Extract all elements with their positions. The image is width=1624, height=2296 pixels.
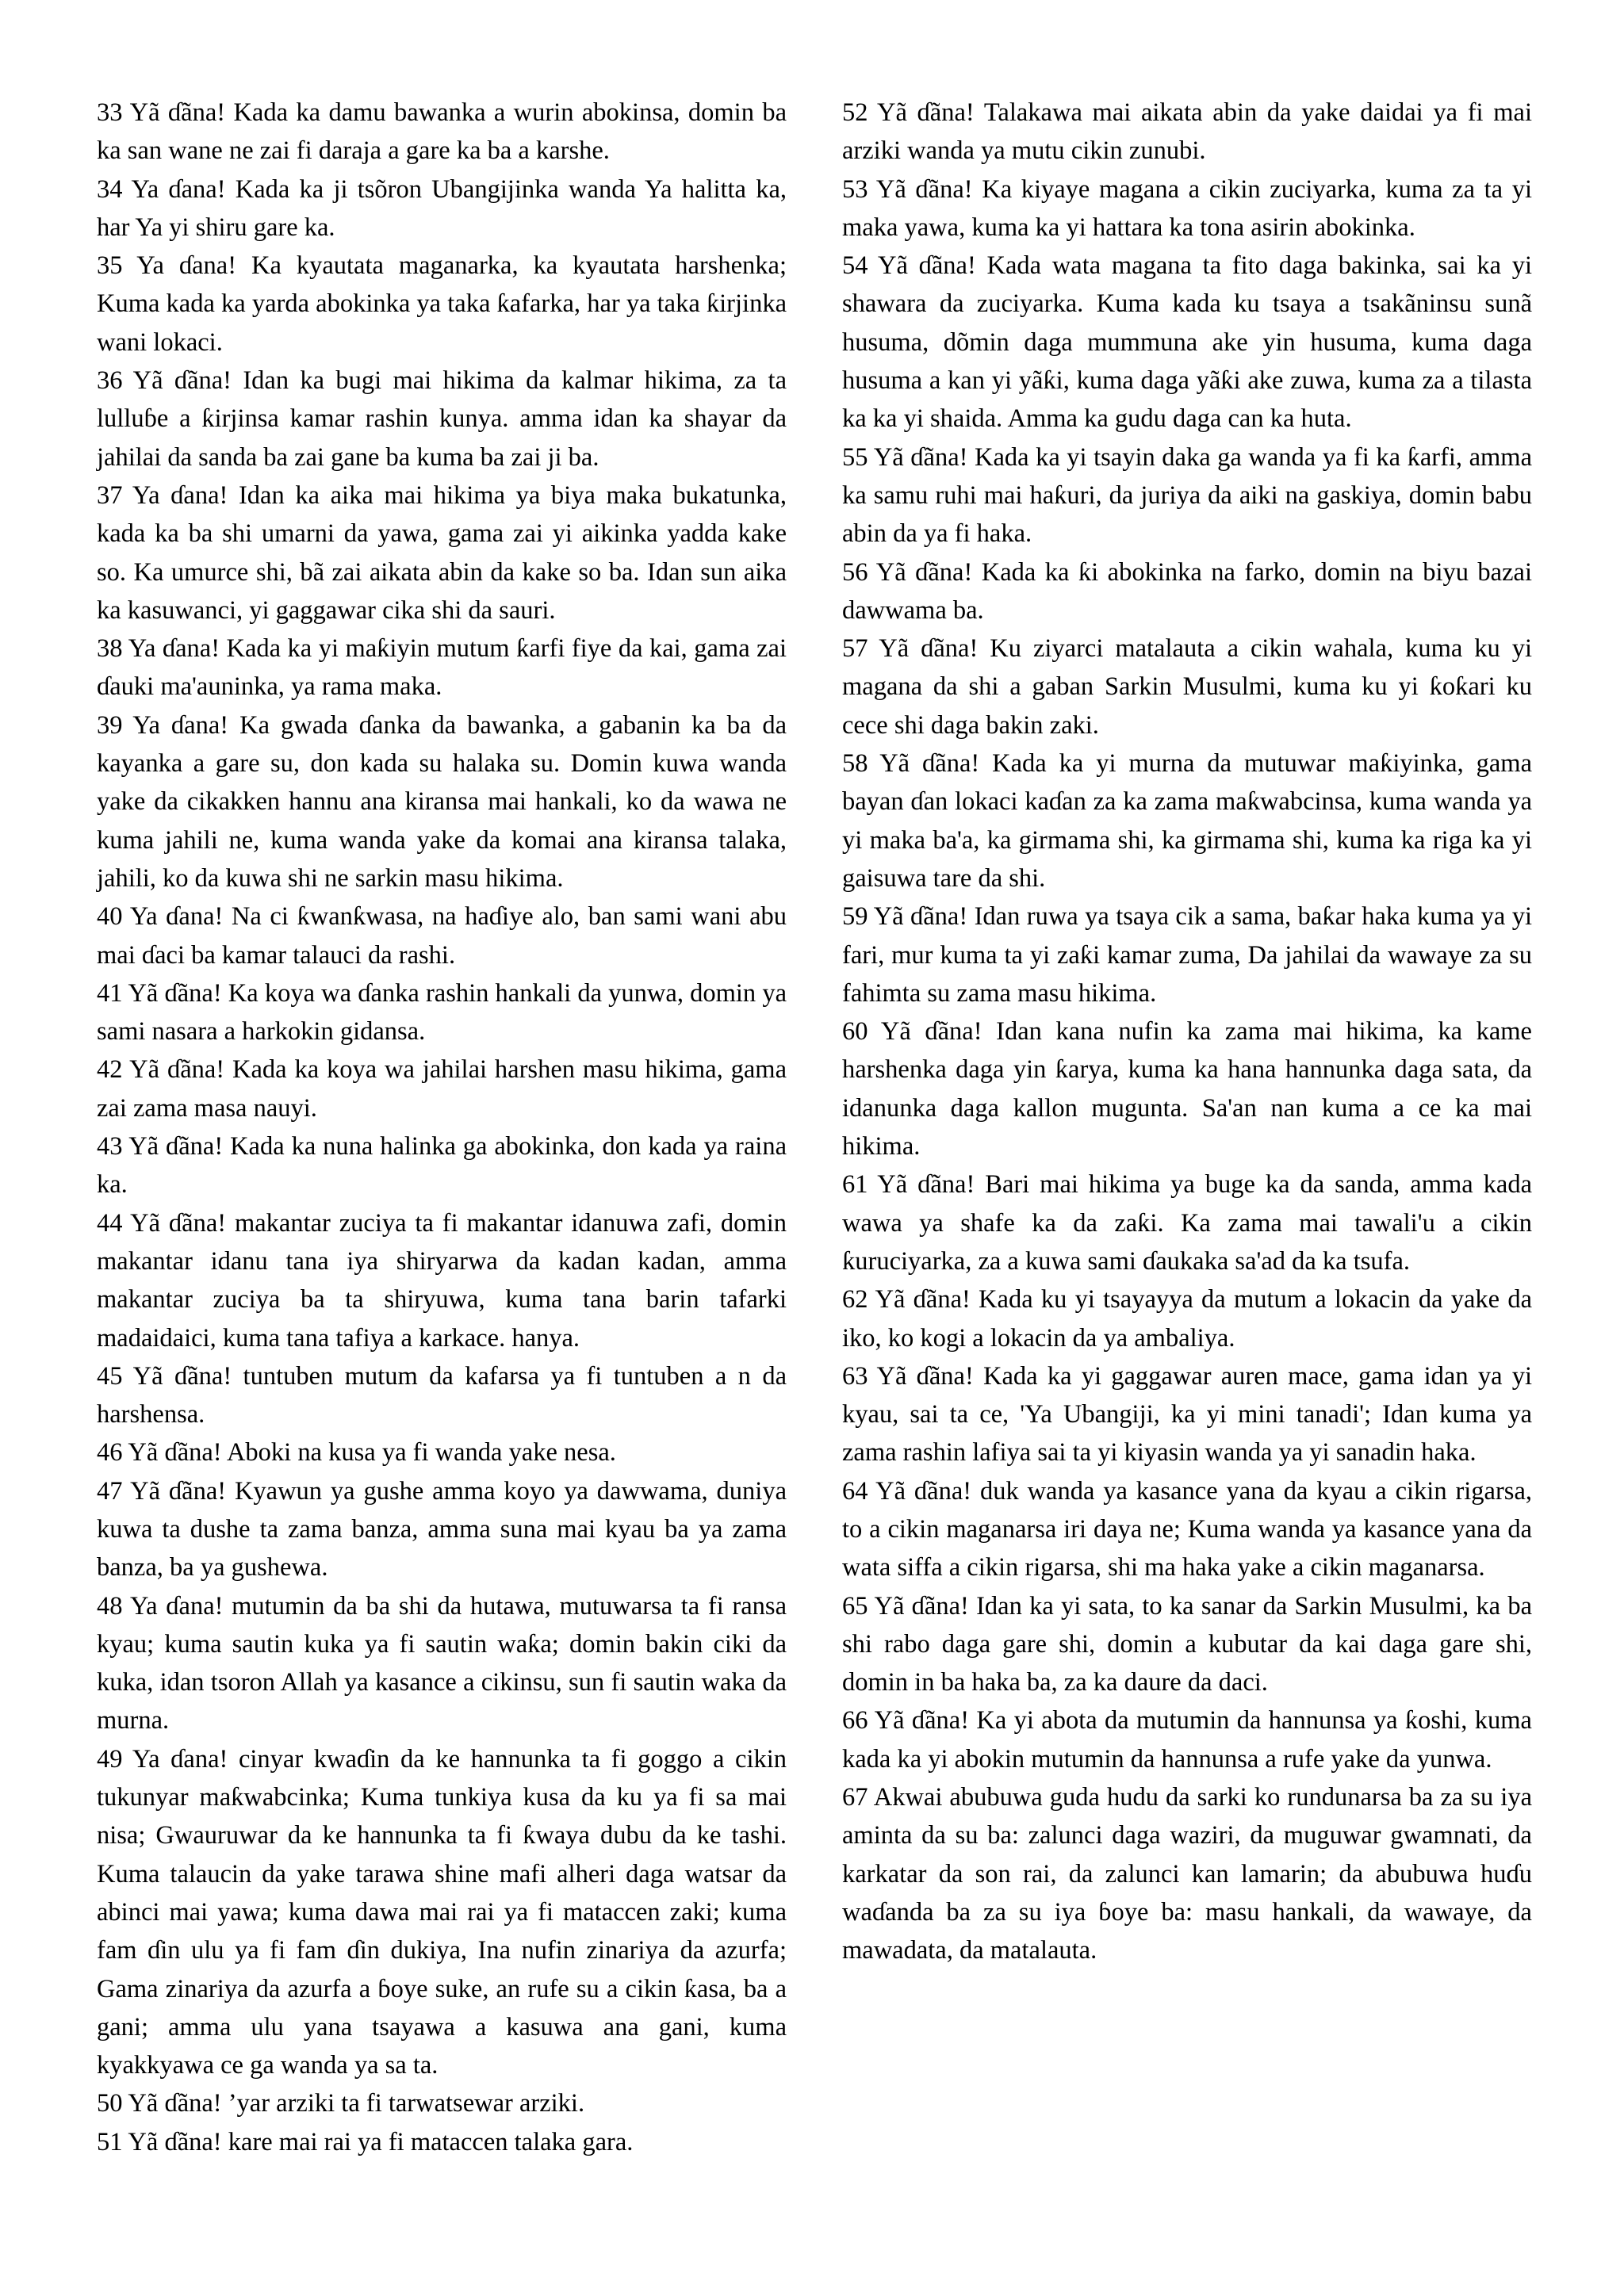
paragraph-58: 58 Yã ɗãna! Kada ka yi murna da mutuwar maƙiyinka, gama bayan ɗan lokaci kaɗan za ka zama maƙwabcinsa, kuma wanda ya yi maka ba'a, ka girmama shi, ka girmama shi, kuma ka riga ka yi gaisuwa tare da shi. (842, 749, 1532, 893)
paragraph-37: 37 Ya ɗana! Idan ka aika mai hikima ya biya maka bukatunka, kada ka ba shi umarni da yawa, gama zai yi aikinka yadda kake so. Ka umurce shi, bã zai aikata abin da kake so ba. Idan sun aika ka kasuwanci, yi gaggawar cika shi da sauri. (97, 480, 787, 625)
paragraph-61: 61 Yã ɗãna! Bari mai hikima ya buge ka da sanda, amma kada wawa ya shafe ka da zaƙi. Ka zama mai tawali'u a cikin ƙuruciyarka, za a kuwa sami ɗaukaka sa'ad da ka tsufa. (842, 1170, 1532, 1276)
paragraph-64: 64 Yã ɗãna! duk wanda ya kasance yana da kyau a cikin rigarsa, to a cikin maganarsa iri daya ne; Kuma wanda ya kasance yana da wata siffa a cikin rigarsa, shi ma haka yake a cikin maganarsa. (842, 1476, 1532, 1582)
paragraph-42: 42 Yã ɗãna! Kada ka koya wa jahilai harshen masu hikima, gama zai zama masa nauyi. (97, 1055, 787, 1123)
paragraph-56: 56 Yã ɗãna! Kada ka ƙi abokinka na farko, domin na biyu bazai dawwama ba. (842, 557, 1532, 625)
paragraph-54: 54 Yã ɗãna! Kada wata magana ta fito daga bakinka, sai ka yi shawara da zuciyarka. Kuma kada ku tsaya a tsakãninsu sunã husuma, dõmin daga mummuna ake yin husuma, kuma daga husuma a kan yi yãƙi, kuma daga yãƙi ake zuwa, kuma za a tilasta ka ka yi shaida. Amma ka gudu daga can ka huta. (842, 251, 1532, 434)
paragraph-51: 51 Yã ɗãna! kare mai rai ya fi mataccen talaka gara. (97, 2127, 634, 2156)
right-column (842, 94, 1532, 2161)
paragraph-67: 67 Akwai abubuwa guda hudu da sarki ko rundunarsa ba za su iya aminta da su ba: zalunci daga waziri, da muguwar gwamnati, da karkatar da son rai, da zalunci kan lamarin; da abubuwa huɗu waɗanda ba za su iya ɓoye ba: masu hankali, da wawaye, da mawadata, da matalauta. (842, 1783, 1532, 1965)
paragraph-35: 35 Ya ɗana! Ka kyautata maganarka, ka kyautata harshenka; Kuma kada ka yarda abokinka ya taka ƙafarka, har ya taka ƙirjinka wani lokaci. (97, 251, 787, 357)
document-page (97, 94, 1532, 2161)
paragraph-50: 50 Yã ɗãna! ’yar arziki ta fi tarwatsewar arziki. (97, 2089, 585, 2118)
left-column (97, 94, 787, 2161)
paragraph-33: 33 Yã ɗãna! Kada ka damu bawanka a wurin abokinsa, domin ba ka san wane ne zai fi daraja a gare ka ba a karshe. (97, 98, 787, 166)
paragraph-53: 53 Yã ɗãna! Ka kiyaye magana a cikin zuciyarka, kuma za ta yi maka yawa, kuma ka yi hattara ka tona asirin abokinka. (842, 174, 1532, 242)
paragraph-63: 63 Yã ɗãna! Kada ka yi gaggawar auren mace, gama idan ya yi kyau, sai ta ce, 'Ya Ubangiji, ka yi mini tanadi'; Idan kuma ya zama rashin lafiya sai ta yi kiyasin wanda ya yi sanadin haka. (842, 1361, 1532, 1468)
paragraph-66: 66 Yã ɗãna! Ka yi abota da mutumin da hannunsa ya ƙoshi, kuma kada ka yi abokin mutumin da hannunsa a rufe yake da yunwa. (842, 1706, 1532, 1774)
paragraph-47: 47 Yã ɗãna! Kyawun ya gushe amma koyo ya dawwama, duniya kuwa ta dushe ta zama banza, amma suna mai kyau ba ya zama banza, ba ya gushewa. (97, 1476, 787, 1582)
paragraph-55: 55 Yã ɗãna! Kada ka yi tsayin daka ga wanda ya fi ka ƙarfi, amma ka samu ruhi mai haƙuri, da juriya da aiki na gaskiya, domin babu abin da ya fi haka. (842, 442, 1532, 549)
paragraph-38: 38 Ya ɗana! Kada ka yi maƙiyin mutum ƙarfi fiye da kai, gama zai ɗauki ma'auninka, ya rama maka. (97, 634, 787, 702)
paragraph-40: 40 Ya ɗana! Na ci ƙwanƙwasa, na haɗiye alo, ban sami wani abu mai ɗaci ba kamar talauci da rashi. (97, 902, 787, 970)
paragraph-62: 62 Yã ɗãna! Kada ku yi tsayayya da mutum a lokacin da yake da iko, ko kogi a lokacin da ya ambaliya. (842, 1285, 1532, 1353)
paragraph-48: 48 Ya ɗana! mutumin da ba shi da hutawa, mutuwarsa ta fi ransa kyau; kuma sautin kuka ya fi sautin waƙa; domin bakin ciki da kuka, idan tsoron Allah ya kasance a cikinsu, sun fi sautin waka da murna. (97, 1591, 787, 1735)
paragraph-52: 52 Yã ɗãna! Talakawa mai aikata abin da yake daidai ya fi mai arziki wanda ya mutu cikin zunubi. (842, 98, 1532, 166)
paragraph-60: 60 Yã ɗãna! Idan kana nufin ka zama mai hikima, ka kame harshenka daga yin ƙarya, kuma ka hana hannunka daga sata, da idanunka daga kallon mugunta. Sa'an nan kuma a ce ka mai hikima. (842, 1017, 1532, 1161)
paragraph-49: 49 Ya ɗana! cinyar kwaɗin da ke hannunka ta fi goggo a cikin tukunyar maƙwabcinka; Kuma tunkiya kusa da ku ya fi sa mai nisa; Gwauruwar da ke hannunka ta fi ƙwaya dubu da ke tashi. Kuma talaucin da yake tarawa shine mafi alheri daga watsar da abinci mai yawa; kuma dawa mai rai ya fi mataccen zaki; kuma fam ɗin ulu ya fi fam ɗin dukiya, Ina nufin zinariya da azurfa; Gama zinariya da azurfa a ɓoye suke, an rufe su a cikin ƙasa, ba a gani; amma ulu yana tsayawa a kasuwa ana gani, kuma kyakkyawa ce ga wanda ya sa ta. (97, 1744, 787, 2080)
paragraph-65: 65 Yã ɗãna! Idan ka yi sata, to ka sanar da Sarkin Musulmi, ka ba shi rabo daga gare shi, domin a kubutar da kai daga gare shi, domin in ba haka ba, za ka daure da daci. (842, 1591, 1532, 1697)
paragraph-45: 45 Yã ɗãna! tuntuben mutum da kafarsa ya fi tuntuben a n da harshensa. (97, 1361, 787, 1429)
paragraph-46: 46 Yã ɗãna! Aboki na kusa ya fi wanda yake nesa. (97, 1438, 616, 1468)
paragraph-57: 57 Yã ɗãna! Ku ziyarci matalauta a cikin wahala, kuma ku yi magana da shi a gaban Sarkin Musulmi, kuma ku yi ƙoƙari ku cece shi daga bakin zaki. (842, 634, 1532, 740)
paragraph-59: 59 Yã ɗãna! Idan ruwa ya tsaya cik a sama, baƙar haka kuma ya yi fari, mur kuma ta yi zaƙi kamar zuma, Da jahilai da wawaye za su fahimta su zama masu hikima. (842, 902, 1532, 1008)
paragraph-43: 43 Yã ɗãna! Kada ka nuna halinka ga abokinka, don kada ya raina ka. (97, 1132, 787, 1200)
paragraph-44: 44 Yã ɗãna! makantar zuciya ta fi makantar idanuwa zafi, domin makantar idanu tana iya shiryarwa da kadan kadan, amma makantar zuciya ba ta shiryuwa, kuma tana barin tafarki madaidaici, kuma tana tafiya a karkace. hanya. (97, 1208, 787, 1353)
paragraph-36: 36 Yã ɗãna! Idan ka bugi mai hikima da kalmar hikima, za ta lulluɓe a ƙirjinsa kamar rashin kunya. amma idan ka shayar da jahilai da sanda ba zai gane ba kuma ba zai ji ba. (97, 366, 787, 472)
paragraph-41: 41 Yã ɗãna! Ka koya wa ɗanka rashin hankali da yunwa, domin ya sami nasara a harkokin gidansa. (97, 978, 787, 1047)
paragraph-39: 39 Ya ɗana! Ka gwada ɗanka da bawanka, a gabanin ka ba da kayanka a gare su, don kada su halaka su. Domin kuwa wanda yake da cikakken hannu ana kiransa mai hankali, ko da wawa ne kuma jahili ne, kuma wanda yake da komai ana kiransa talaka, jahili, ko da kuwa shi ne sarkin masu hikima. (97, 710, 787, 893)
paragraph-34: 34 Ya ɗana! Kada ka ji tsõron Ubangijinka wanda Ya halitta ka, har Ya yi shiru gare ka. (97, 174, 787, 242)
